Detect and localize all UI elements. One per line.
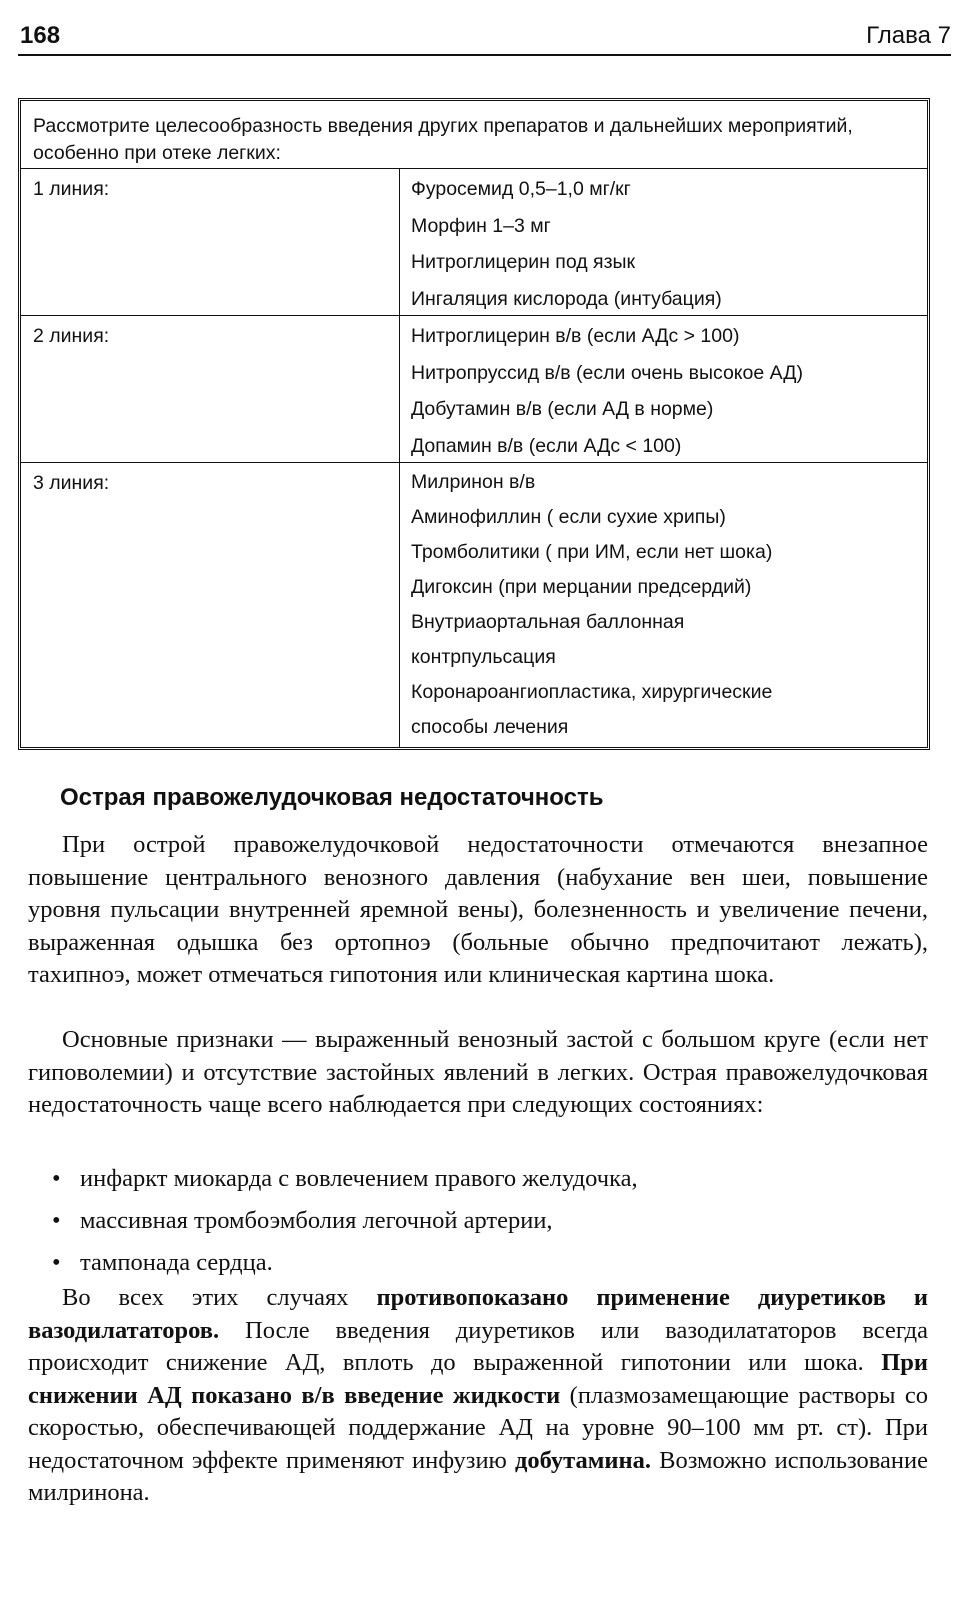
table-item: Дигоксин (при мерцании предсердий) [411,576,752,598]
table-item: Коронароангиопластика, хирургические [411,681,773,703]
table-divider [21,462,927,463]
list-item: • массивная тромбоэмболия легочной артерии, [52,1207,553,1234]
paragraph-2 [28,1024,928,1122]
chapter-title: Глава 7 [866,22,951,49]
list-item-text: тампонада сердца. [80,1249,273,1276]
page-number: 168 [20,22,61,49]
paragraph-1-text: При острой правожелудочковой недостаточности отмечаются внезапное повышение центрального венозного давления (набухание вен шеи, повышение уровня пульсации внутренней яремной вены), болезненность и увеличение печени, выраженная одышка без ортопноэ (больные обычно предпочитают лежать), тахипноэ, может отмечаться гипотония или клиническая картина шока. [28,831,928,988]
paragraph-3-text: Во всех этих случаях [62,1284,377,1311]
table-item: Добутамин в/в (если АД в норме) [411,398,714,420]
table-item: Аминофиллин ( если сухие хрипы) [411,506,726,528]
paragraph-3-text: Возможно использование милринона. [28,1446,929,1506]
list-item-text: массивная тромбоэмболия легочной артерии, [80,1207,553,1234]
paragraph-3-text: После введения диуретиков или вазодилататоров всегда происходит снижение АД, вплоть до выраженной гипотонии или шока. [28,1316,928,1376]
table-divider [21,168,927,169]
table-intro: Рассмотрите целесообразность введения других препаратов и дальнейших мероприятий, особенно при отеке легких: [33,115,853,164]
table-item: Фуросемид 0,5–1,0 мг/кг [411,178,631,200]
row-label-line-1: 1 линия: [33,178,110,200]
table-item: Морфин 1–3 мг [411,214,551,237]
row-items-line-1 [411,171,919,317]
row-items-line-2 [411,318,919,464]
table-item: Нитроглицерин под язык [411,251,636,273]
table-item: Тромболитики ( при ИМ, если нет шока) [411,541,773,563]
table-divider [21,315,927,316]
table-item: Нитропруссид в/в (если очень высокое АД) [411,361,803,384]
table-item: Ингаляция кислорода (интубация) [411,287,722,310]
paragraph-1 [28,829,928,992]
table-item: Нитроглицерин в/в (если АДс > 100) [411,325,740,347]
treatment-table [18,98,930,750]
row-label-line-2: 2 линия: [33,325,110,347]
table-item: Внутриаортальная баллонная [411,611,685,633]
paragraph-3-bold: При снижении АД показано в/в введение жидкости [28,1349,928,1409]
list-item-text: инфаркт миокарда с вовлечением правого желудочка, [80,1165,638,1192]
paragraph-3-text: (плазмозамещающие растворы со скоростью, обеспечивающей поддержание АД на уровне 90–100 мм рт. ст). При недостаточном эффекте применяют инфузию [28,1381,928,1474]
row-items-line-3 [411,465,919,745]
table-item: контрпульсация [411,646,556,668]
page-header [18,22,951,56]
table-item: Милринон в/в [411,471,536,493]
table-item: Допамин в/в (если АДс < 100) [411,434,682,457]
section-heading: Острая правожелудочковая недостаточность [60,784,604,811]
paragraph-3-bold: противопоказано применение диуретиков и вазодилататоров. [28,1284,929,1344]
paragraph-3-bold: добутамина. [514,1446,652,1474]
conditions-list [52,1163,638,1289]
paragraph-3 [28,1282,928,1510]
table-item: способы лечения [411,716,569,738]
list-item: • инфаркт миокарда с вовлечением правого желудочка, [52,1165,638,1192]
row-label-line-3: 3 линия: [33,472,110,494]
list-item: • тампонада сердца. [52,1249,273,1276]
table-column-divider [399,168,400,747]
paragraph-2-text: Основные признаки — выраженный венозный застой с большом круге (если нет гиповолемии) и отсутствие застойных явлений в легких. Острая правожелудочковая недостаточность чаще всего наблюдается при следующих состояниях: [28,1026,928,1118]
